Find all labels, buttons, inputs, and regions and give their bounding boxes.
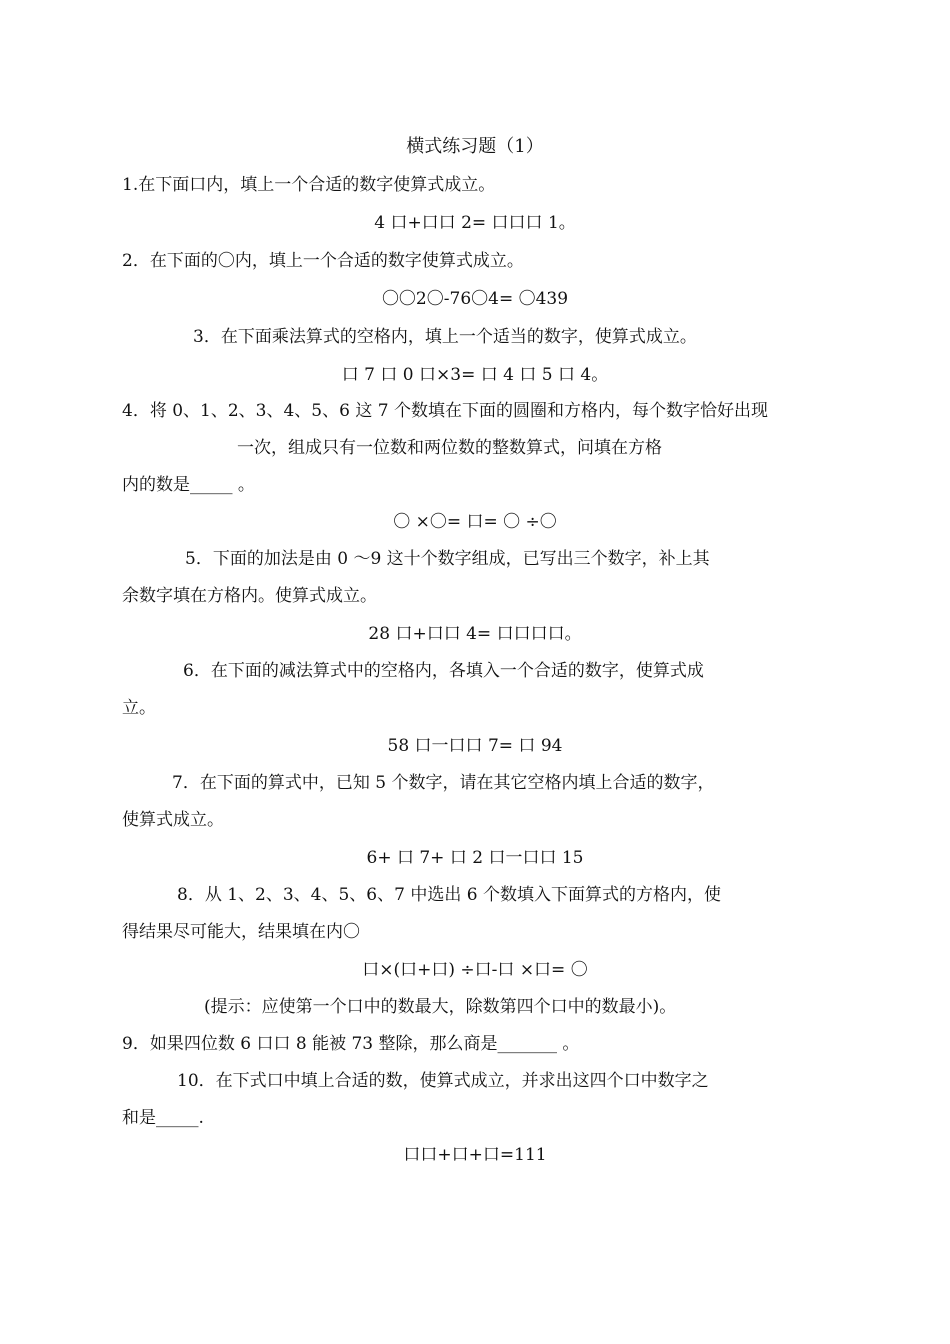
problem-2-equation: 〇〇2〇-76〇4= 〇439 xyxy=(381,289,569,309)
problem-8-equation: 口×(口+口) ÷口-口 ×口= 〇 xyxy=(362,960,588,980)
problem-10-text-line2: 和是_____. xyxy=(122,1108,204,1128)
problem-5-text-line2: 余数字填在方格内。使算式成立。 xyxy=(122,586,377,606)
problem-8-hint: (提示：应使第一个口中的数最大，除数第四个口中的数最小)。 xyxy=(204,997,677,1017)
problem-5-equation: 28 口+口口 4= 口口口口。 xyxy=(368,624,582,644)
problem-4-text-line2: 一次，组成只有一位数和两位数的整数算式，问填在方格 xyxy=(237,438,662,458)
problem-8-text-line1: 8．从 1、2、3、4、5、6、7 中选出 6 个数填入下面算式的方格内，使 xyxy=(177,885,721,905)
problem-7-equation: 6+ 口 7+ 口 2 口一口口 15 xyxy=(366,848,584,868)
problem-10-equation: 口口+口+口=111 xyxy=(403,1145,547,1165)
problem-2-text: 2．在下面的〇内，填上一个合适的数字使算式成立。 xyxy=(122,251,524,271)
problem-5-text-line1: 5．下面的加法是由 0 ～9 这十个数字组成，已写出三个数字，补上其 xyxy=(185,549,710,569)
problem-4-text-line3: 内的数是_____ 。 xyxy=(122,475,255,495)
problem-1-equation: 4 口+口口 2= 口口口 1。 xyxy=(374,213,576,233)
problem-6-text-line2: 立。 xyxy=(122,698,156,718)
problem-3-text: 3．在下面乘法算式的空格内，填上一个适当的数字，使算式成立。 xyxy=(193,327,697,347)
problem-4-text-line1: 4．将 0、1、2、3、4、5、6 这 7 个数填在下面的圆圈和方格内，每个数字恰好出现 xyxy=(122,401,768,421)
problem-9-text: 9．如果四位数 6 口口 8 能被 73 整除，那么商是_______ 。 xyxy=(122,1034,580,1054)
problem-4-equation: 〇 ×〇= 口= 〇 ÷〇 xyxy=(393,512,557,532)
problem-10-text-line1: 10．在下式口中填上合适的数，使算式成立，并求出这四个口中数字之 xyxy=(177,1071,709,1091)
problem-6-text-line1: 6．在下面的减法算式中的空格内，各填入一个合适的数字，使算式成 xyxy=(183,661,704,681)
problem-8-text-line2: 得结果尽可能大，结果填在内〇 xyxy=(122,922,360,942)
problem-7-text-line1: 7．在下面的算式中，已知 5 个数字，请在其它空格内填上合适的数字， xyxy=(172,773,715,793)
problem-6-equation: 58 口一口口 7= 口 94 xyxy=(387,736,563,756)
page-title: 横式练习题（1） xyxy=(406,136,544,157)
problem-1-text: 1.在下面口内，填上一个合适的数字使算式成立。 xyxy=(122,175,496,195)
problem-7-text-line2: 使算式成立。 xyxy=(122,810,224,830)
problem-3-equation: 口 7 口 0 口×3= 口 4 口 5 口 4。 xyxy=(341,365,609,385)
